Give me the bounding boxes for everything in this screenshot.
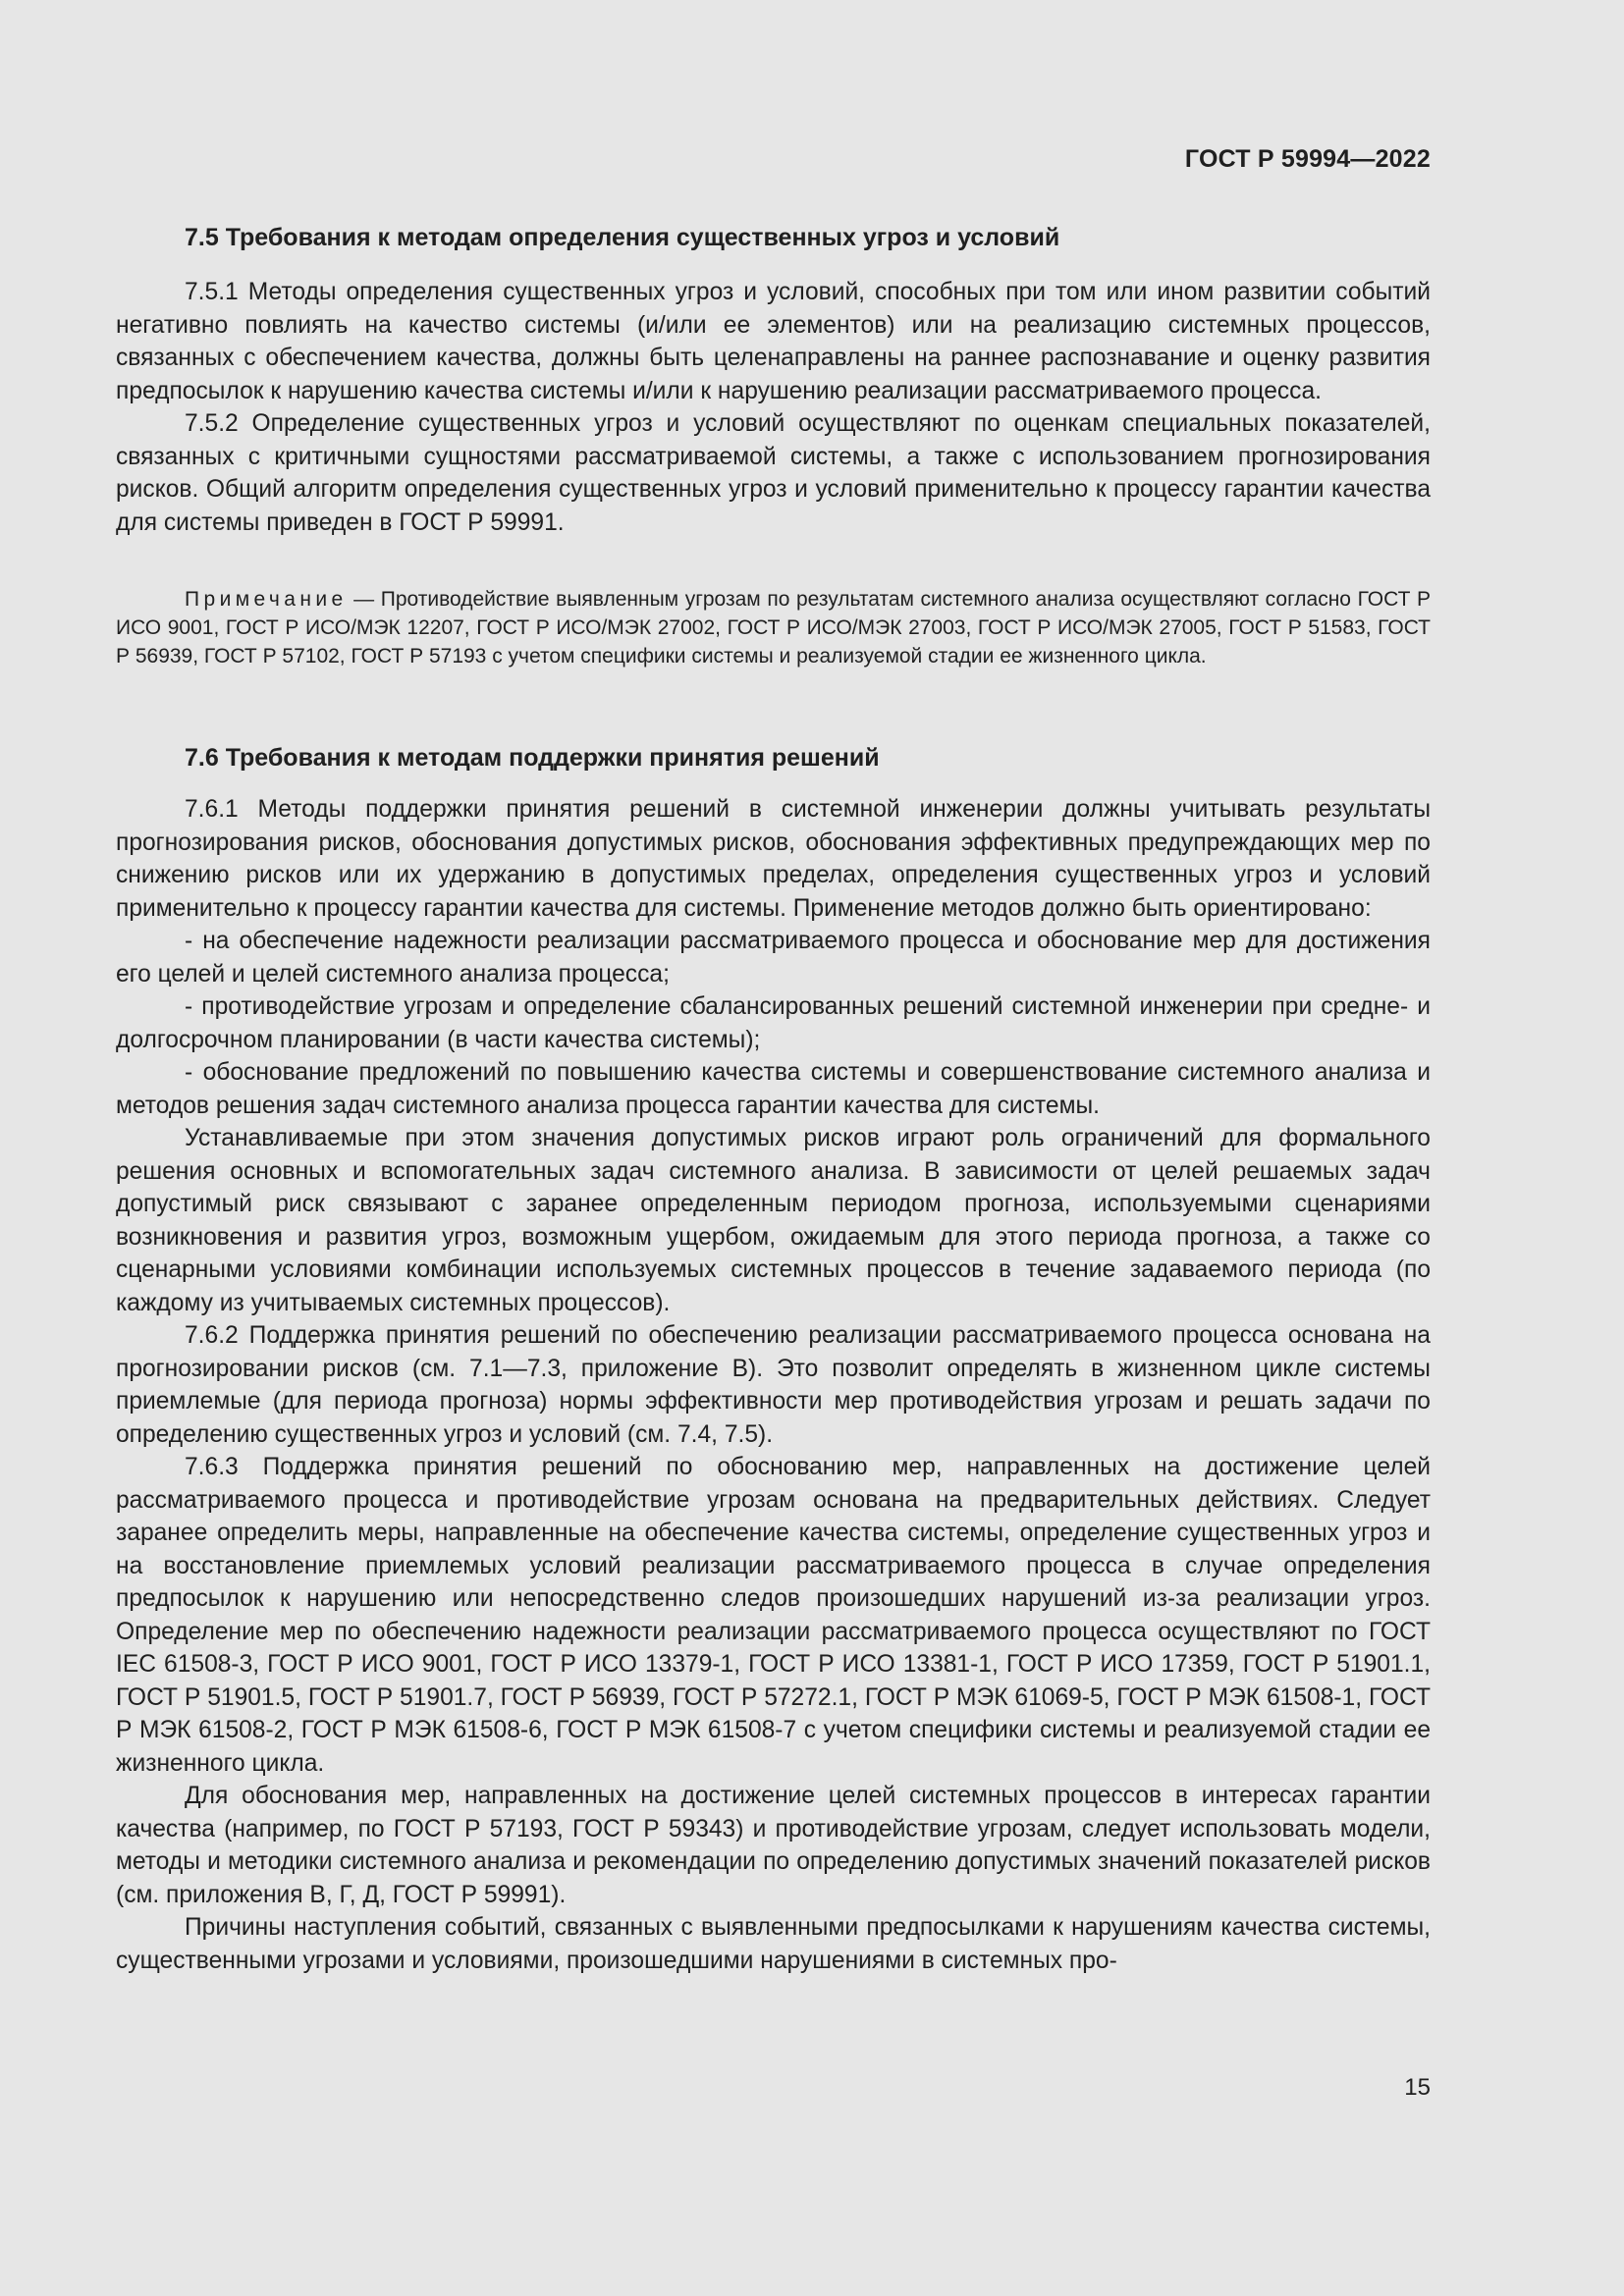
list-item-quality-improvement: - обоснование предложений по повышению качества системы и совершенствование системного анализа и методов решения задач системного анализа процесса гарантии качества для системы. [116,1059,1431,1119]
note-7-5 [116,585,1431,670]
paragraph-7-6-1: 7.6.1 Методы поддержки принятия решений в системной инженерии должны учитывать результаты прогнозирования рисков, обоснования допустимых рисков, обоснования эффективных предупреждающих мер по снижению рисков или их удержанию в допустимых пределах, определения существенных угроз и условий применительно к процессу гарантии качества для системы. Применение методов должно быть ориентировано: [116,796,1431,922]
section-7-5-heading: 7.5 Требования к методам определения существенных угроз и условий [185,224,1060,251]
list-item-reliability: - на обеспечение надежности реализации рассматриваемого процесса и обоснование мер для достижения его целей и целей системного анализа процесса; [116,928,1431,988]
section-7-6-body [116,793,1431,1977]
note-text: — Противодействие выявленным угрозам по результатам системного анализа осуществляют согласно ГОСТ Р ИСО 9001, ГОСТ Р ИСО/МЭК 12207, ГОСТ Р ИСО/МЭК 27002, ГОСТ Р ИСО/МЭК 27003, ГОСТ Р ИСО/МЭК 27005, ГОСТ Р 51583, ГОСТ Р 56939, ГОСТ Р 57102, ГОСТ Р 57193 с учетом специфики системы и реализуемой стадии ее жизненного цикла. [116,588,1431,667]
list-item-threat-countermeasures: - противодействие угрозам и определение сбалансированных решений системной инженерии при средне- и долгосрочном планировании (в части качества системы); [116,993,1431,1053]
note-label: Примечание [185,588,348,611]
paragraph-event-causes: Причины наступления событий, связанных с выявленными предпосылками к нарушениям качества системы, существенными угрозами и условиями, произошедшими нарушениями в системных про- [116,1914,1431,1974]
page-number: 15 [1404,2074,1431,2101]
paragraph-7-5-2: 7.5.2 Определение существенных угроз и условий осуществляют по оценкам специальных показателей, связанных с критичными сущностями рассматриваемой системы, а также с использованием прогнозирования рисков. Общий алгоритм определения существенных угроз и условий применительно к процессу гарантии качества для системы приведен в ГОСТ Р 59991. [116,410,1431,536]
section-7-5-body [116,276,1431,539]
paragraph-7-6-3: 7.6.3 Поддержка принятия решений по обоснованию мер, направленных на достижение целей рассматриваемого процесса и противодействие угрозам основана на предварительных действиях. Следует заранее определить меры, направленные на обеспечение качества системы, определение существенных угроз и на восстановление приемлемых условий реализации рассматриваемого процесса в случае определения предпосылок к нарушению или непосредственно следов произошедших нарушений из-за реализации угроз. Определение мер по обеспечению надежности реализации рассматриваемого процесса осуществляют по ГОСТ IEC 61508-3, ГОСТ Р ИСО 9001, ГОСТ Р ИСО 13379-1, ГОСТ Р ИСО 13381-1, ГОСТ Р ИСО 17359, ГОСТ Р 51901.1, ГОСТ Р 51901.5, ГОСТ Р 51901.7, ГОСТ Р 56939, ГОСТ Р 57272.1, ГОСТ Р МЭК 61069-5, ГОСТ Р МЭК 61508-1, ГОСТ Р МЭК 61508-2, ГОСТ Р МЭК 61508-6, ГОСТ Р МЭК 61508-7 с учетом специфики системы и реализуемой стадии ее жизненного цикла. [116,1454,1431,1777]
section-7-6-heading: 7.6 Требования к методам поддержки принятия решений [185,744,880,772]
paragraph-justification-measures: Для обоснования мер, направленных на достижение целей системных процессов в интересах гарантии качества (например, по ГОСТ Р 57193, ГОСТ Р 59343) и противодействие угрозам, следует использовать модели, методы и методики системного анализа и рекомендации по определению допустимых значений показателей рисков (см. приложения В, Г, Д, ГОСТ Р 59991). [116,1783,1431,1908]
document-code-header: ГОСТ Р 59994—2022 [1184,145,1431,173]
paragraph-acceptable-risks: Устанавливаемые при этом значения допустимых рисков играют роль ограничений для формального решения основных и вспомогательных задач системного анализа. В зависимости от целей решаемых задач допустимый риск связывают с заранее определенным периодом прогноза, используемыми сценариями возникновения и развития угроз, возможным ущербом, ожидаемым для этого периода прогноза, а также со сценарными условиями комбинации используемых системных процессов в течение задаваемого периода (по каждому из учитываемых системных процессов). [116,1125,1431,1316]
paragraph-7-6-2: 7.6.2 Поддержка принятия решений по обеспечению реализации рассматриваемого процесса основана на прогнозировании рисков (см. 7.1—7.3, приложение В). Это позволит определять в жизненном цикле системы приемлемые (для периода прогноза) нормы эффективности мер противодействия угрозам и решать задачи по определению существенных угроз и условий (см. 7.4, 7.5). [116,1322,1431,1448]
paragraph-7-5-1: 7.5.1 Методы определения существенных угроз и условий, способных при том или ином развитии событий негативно повлиять на качество системы (и/или ее элементов) или на реализацию системных процессов, связанных с обеспечением качества, должны быть целенаправлены на раннее распознавание и оценку развития предпосылок к нарушению качества системы и/или к нарушению реализации рассматриваемого процесса. [116,279,1431,404]
